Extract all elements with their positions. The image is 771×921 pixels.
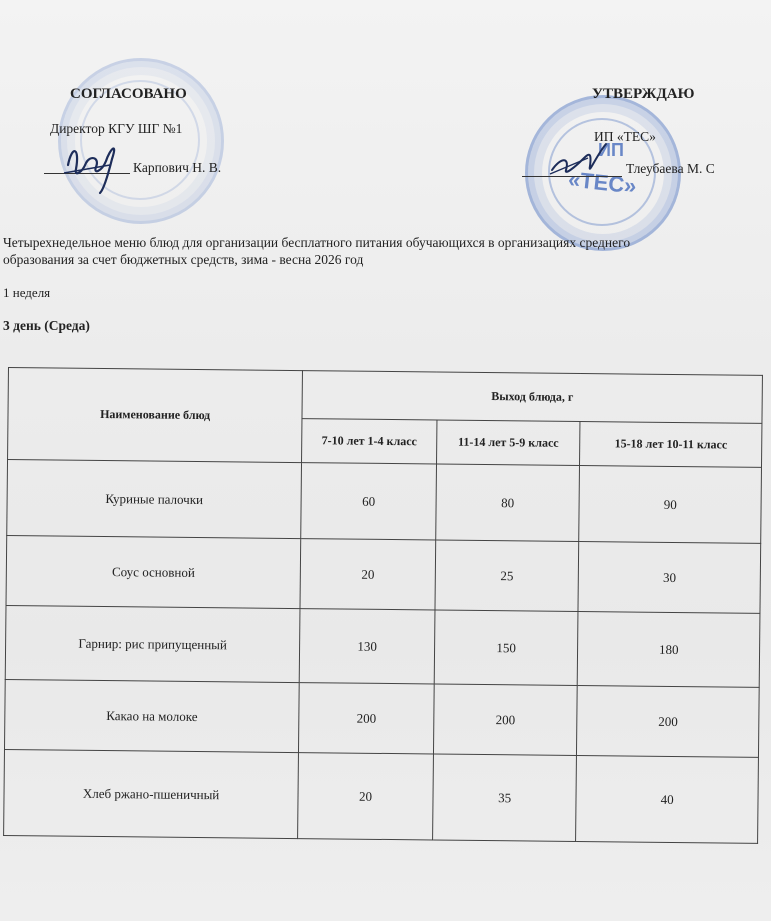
portion-value: 150 [434, 610, 578, 685]
approval-right-position: ИП «ТЕС» [594, 129, 656, 144]
portion-value: 30 [578, 541, 760, 613]
approval-right-heading: УТВЕРЖДАЮ [592, 86, 695, 102]
portion-value: 180 [578, 611, 760, 687]
dish-name: Какао на молоке [4, 679, 299, 752]
portion-value: 20 [300, 539, 435, 610]
document-title-line-2: образования за счет бюджетных средств, зима - весна 2026 год [3, 252, 364, 267]
company-stamp-label-main: «ТЕС» [566, 166, 638, 199]
portion-value: 60 [301, 463, 436, 540]
document-title-line-1: Четырехнедельное меню блюд для организации бесплатного питания обучающихся в организациях среднего [3, 235, 631, 250]
portion-value: 90 [579, 465, 761, 543]
approval-left-heading: СОГЛАСОВАНО [70, 86, 187, 102]
portion-value: 25 [435, 540, 579, 611]
left-signature-icon [60, 135, 130, 195]
approval-right-name: Тлеубаева М. С [626, 161, 715, 176]
portion-value: 80 [436, 464, 580, 541]
table-row [4, 679, 759, 757]
portion-value: 40 [576, 755, 759, 843]
table-row [6, 535, 761, 613]
portion-value: 130 [299, 609, 434, 684]
table-row [4, 749, 759, 843]
header-portion-yield: Выход блюда, г [302, 371, 762, 424]
approval-left-name: Карпович Н. В. [133, 160, 222, 175]
header-age-15-18: 15-18 лет 10-11 класс [580, 421, 762, 467]
portion-value: 200 [299, 683, 434, 754]
header-age-11-14: 11-14 лет 5-9 класс [436, 420, 580, 466]
menu-table [3, 367, 763, 844]
dish-name: Хлеб ржано-пшеничный [4, 749, 299, 838]
table-header-row [8, 368, 762, 424]
week-label: 1 неделя [3, 285, 51, 300]
header-dish-name: Наименование блюд [8, 368, 303, 463]
approval-left-position: Директор КГУ ШГ №1 [50, 121, 183, 136]
portion-value: 200 [577, 685, 759, 757]
table-row [5, 605, 760, 687]
dish-name: Гарнир: рис припущенный [5, 605, 300, 682]
day-label: 3 день (Среда) [3, 318, 90, 333]
dish-name: Куриные палочки [7, 460, 302, 539]
company-stamp-label-top: ИП [598, 140, 624, 160]
portion-value: 20 [298, 753, 434, 840]
right-signature-icon [548, 136, 618, 186]
portion-value: 35 [432, 754, 576, 841]
table-row [7, 460, 762, 544]
portion-value: 200 [433, 684, 577, 755]
dish-name: Соус основной [6, 535, 301, 608]
header-age-7-10: 7-10 лет 1-4 класс [302, 419, 437, 464]
